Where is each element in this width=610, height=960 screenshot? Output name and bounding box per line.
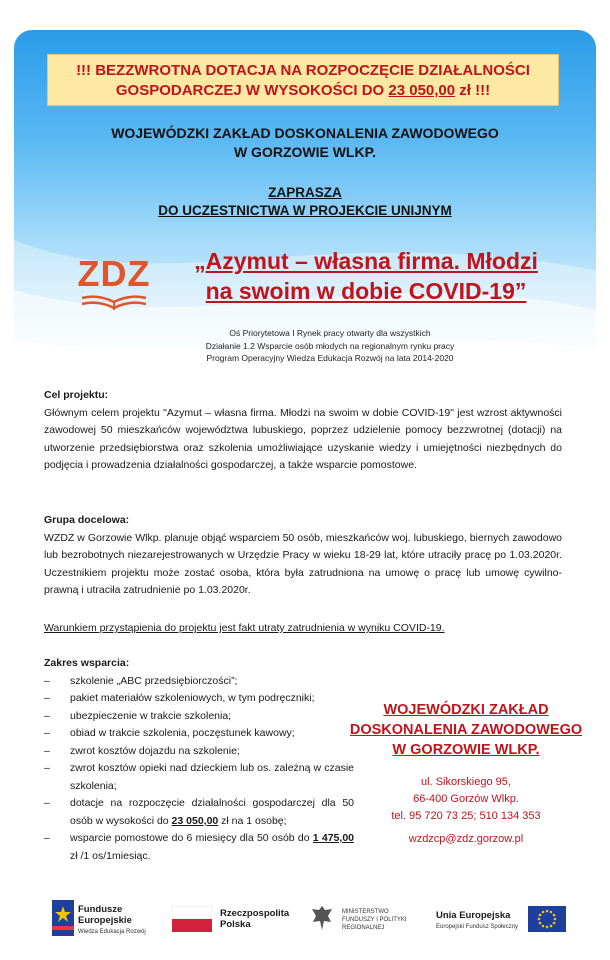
banner-amount: 23 050,00 bbox=[388, 82, 456, 99]
list-item-text: zwrot kosztów dojazdu na szkolenie; bbox=[70, 744, 240, 757]
contact-street: ul. Sikorskiego 95, bbox=[421, 776, 511, 788]
list-item-text: ubezpieczenie w trakcie szkolenia; bbox=[70, 709, 232, 722]
participation-condition: Warunkiem przystąpienia do projektu jest fakt utraty zatrudnienia w wyniku COVID-19. bbox=[44, 622, 445, 634]
eu-title: Unia Europejska bbox=[436, 910, 511, 921]
project-title-line1: „Azymut – własna firma. Młodzi bbox=[194, 248, 538, 274]
rp-title1: Rzeczpospolita bbox=[220, 908, 290, 919]
fe-title2: Europejskie bbox=[78, 915, 132, 926]
invite-line1: ZAPRASZA bbox=[268, 185, 342, 200]
eu-flag-icon bbox=[528, 906, 566, 932]
fe-title1: Fundusze bbox=[78, 904, 123, 915]
program-info-line3: Program Operacyjny Wiedza Edukacja Rozwój na lata 2014-2020 bbox=[206, 353, 454, 363]
list-item-text: dotacje na rozpoczęcie działalności gospodarczej dla 50 osób w wysokości do bbox=[70, 797, 354, 827]
project-title-line2: na swoim w dobie COVID-19” bbox=[205, 278, 527, 304]
eagle-emblem-icon bbox=[310, 904, 334, 932]
contact-email[interactable]: wzdzcp@zdz.gorzow.pl bbox=[408, 833, 524, 845]
program-info-line1: Oś Priorytetowa I Rynek pracy otwarty dla wszystkich bbox=[229, 328, 431, 338]
list-item bbox=[44, 673, 354, 691]
eu-subtitle: Europejski Fundusz Społeczny bbox=[436, 924, 519, 930]
dash-icon: – bbox=[44, 762, 50, 774]
fe-subtitle: Wiedza Edukacja Rozwój bbox=[78, 929, 146, 935]
contact-block bbox=[336, 700, 596, 848]
goal-section bbox=[44, 387, 562, 475]
list-item-suffix: zł na 1 osobę; bbox=[218, 814, 287, 827]
program-info bbox=[130, 327, 530, 365]
grant-amount: 23 050,00 bbox=[171, 814, 219, 827]
grant-banner bbox=[47, 54, 559, 106]
contact-spacer bbox=[336, 760, 596, 774]
list-item-text: szkolenie „ABC przedsiębiorczości”; bbox=[70, 674, 238, 687]
dash-icon: – bbox=[44, 692, 50, 704]
list-item bbox=[44, 708, 354, 726]
book-icon bbox=[80, 294, 148, 312]
list-item-text: pakiet materiałów szkoleniowych, w tym podręczniki; bbox=[70, 692, 315, 704]
invitation-heading bbox=[60, 184, 550, 220]
list-item bbox=[44, 760, 354, 795]
contact-city: 66-400 Gorzów Wlkp. bbox=[413, 793, 519, 805]
contact-org-line3: W GORZOWIE WLKP. bbox=[392, 742, 540, 758]
dash-icon: – bbox=[44, 832, 50, 844]
support-list bbox=[44, 673, 354, 866]
dash-icon: – bbox=[44, 709, 50, 722]
zdz-logo-text: ZDZ bbox=[77, 253, 151, 294]
project-title bbox=[168, 246, 564, 306]
logo-ministry bbox=[310, 896, 420, 942]
goal-text: Głównym celem projektu "Azymut – własna firma. Młodzi na swoim w dobie COVID-19" jest wzrost aktywności zawodowej 50 mieszkańców województwa lubuskiego, poprzez udzielenie pomocy bezzwrotnej (dotacji) na utworzenie przedsiębiorstwa oraz szkolenia umożliwiające uzyskanie wiedzy i umiejętności niezbędnych do podjęcia i prowadzenia działalności gospodarczej, a także wsparcie pomostowe. bbox=[44, 406, 562, 471]
list-item-text: obiad w trakcie szkolenia, poczęstunek kawowy; bbox=[70, 727, 295, 739]
rp-title2: Polska bbox=[220, 919, 251, 930]
dash-icon: – bbox=[44, 797, 50, 809]
fe-star-icon bbox=[52, 900, 74, 936]
invite-line2: DO UCZESTNICTWA W PROJEKCIE UNIJNYM bbox=[158, 203, 452, 218]
contact-org-line1: WOJEWÓDZKI ZAKŁAD bbox=[383, 702, 549, 718]
list-item bbox=[44, 725, 354, 743]
ministry-line2: FUNDUSZY I POLITYKI bbox=[342, 917, 407, 923]
goal-heading: Cel projektu: bbox=[44, 389, 109, 401]
list-item bbox=[44, 795, 354, 830]
banner-line2-suffix: zł !!! bbox=[455, 82, 491, 99]
logo-unia-europejska bbox=[436, 896, 576, 942]
target-group-section bbox=[44, 512, 562, 600]
logo-fundusze-europejskie bbox=[52, 896, 162, 942]
banner-line2 bbox=[48, 81, 558, 101]
funding-logos bbox=[0, 896, 610, 946]
target-group-heading: Grupa docelowa: bbox=[44, 514, 130, 526]
support-scope-heading: Zakres wsparcia: bbox=[44, 657, 130, 669]
list-item-suffix: zł /1 os/1miesiąc. bbox=[70, 849, 151, 862]
contact-phone: tel. 95 720 73 25; 510 134 353 bbox=[391, 810, 541, 822]
logo-rzeczpospolita-polska bbox=[172, 896, 292, 942]
organization-title bbox=[60, 124, 550, 162]
dash-icon: – bbox=[44, 727, 50, 739]
ministry-line3: REGIONALNEJ bbox=[342, 925, 385, 931]
list-item bbox=[44, 743, 354, 761]
list-item-text: wsparcie pomostowe do 6 miesięcy dla 50 osób do bbox=[70, 832, 313, 844]
organization-line2: W GORZOWIE WLKP. bbox=[233, 144, 377, 160]
list-item-text: zwrot kosztów opieki nad dzieckiem lub os. zależną w czasie szkolenia; bbox=[70, 762, 354, 792]
list-item bbox=[44, 830, 354, 865]
contact-org-line2: DOSKONALENIA ZAWODOWEGO bbox=[349, 722, 583, 738]
dash-icon: – bbox=[44, 744, 50, 757]
organization-line1: WOJEWÓDZKI ZAKŁAD DOSKONALENIA ZAWODOWEGO bbox=[111, 125, 499, 141]
bridge-support-amount: 1 475,00 bbox=[312, 832, 354, 844]
list-item bbox=[44, 690, 354, 708]
banner-line2-prefix: GOSPODARCZEJ W WYSOKOŚCI DO bbox=[115, 82, 389, 99]
program-info-line2: Działanie 1.2 Wsparcie osób młodych na regionalnym rynku pracy bbox=[205, 340, 455, 351]
banner-line1: !!! BEZZWROTNA DOTACJA NA ROZPOCZĘCIE DZIAŁALNOŚCI bbox=[76, 62, 530, 79]
polish-flag-icon bbox=[172, 906, 212, 932]
support-scope-section bbox=[44, 655, 354, 865]
target-group-text: WZDZ w Gorzowie Wlkp. planuje objąć wsparciem 50 osób, mieszkańców woj. lubuskiego, biernych zawodowo lub bezrobotnych niezarejestrowanych w Urzędzie Pracy w wieku 18-29 lat, które utraciły pracę po 1.03.2020r. Uczestnikiem projektu może zostać osoba, która była zatrudniona na umowę o pracę lub umowę cywilno-prawną i utraciła zatrudnienie po 1.03.2020r. bbox=[44, 531, 562, 596]
dash-icon: – bbox=[44, 674, 50, 687]
ministry-line1: MINISTERSTWO bbox=[342, 909, 389, 915]
zdz-logo bbox=[68, 254, 160, 316]
